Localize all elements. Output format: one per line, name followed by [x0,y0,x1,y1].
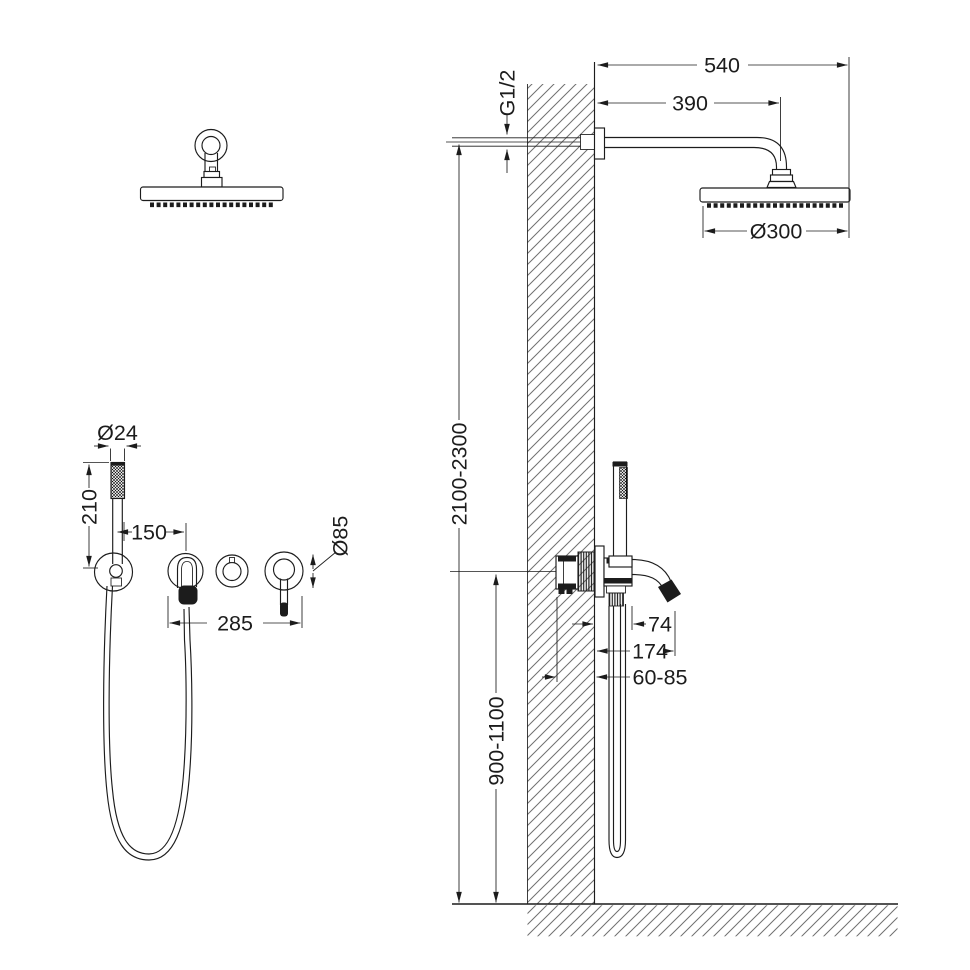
arm-projection-label: 390 [672,91,708,116]
arm-wall-flange [595,128,605,159]
hand-shower-diameter-label: Ø24 [97,421,138,445]
threaded-sleeve [578,552,595,591]
ground-hatch [528,905,898,936]
mixer-height-label: 900-1100 [484,696,509,786]
trim-span-label: 285 [217,611,253,636]
knurl-texture-side [620,468,628,499]
wall-depth-label: 60-85 [632,665,688,690]
installation-height-label: 2100-2300 [447,422,472,526]
outlet-offset-label: 74 [648,612,672,637]
spout-projection-label: 174 [632,639,668,664]
head-connector-ring [204,172,220,178]
hand-shower-length-label: 210 [77,489,102,525]
lever-handle-tip [280,603,288,617]
hose-nut-front [111,578,122,586]
head-diameter-label: Ø300 [749,219,803,244]
thread-label: G1/2 [495,69,520,117]
wall-hatch [528,84,595,904]
shower-head-front [141,187,284,201]
shower-head-side [700,188,850,202]
spout-outlet-front [179,586,198,605]
knurl-texture [112,465,124,498]
head-connector [202,178,223,188]
hand-shower-side [613,462,628,564]
trim-diameter-label: Ø85 [328,515,353,557]
arm-overall-label: 540 [704,53,740,78]
shower-to-spout-label: 150 [131,520,167,545]
holder-bracket-side [609,556,632,567]
hose-nut-side [609,593,624,606]
escutcheon-side [595,546,604,597]
